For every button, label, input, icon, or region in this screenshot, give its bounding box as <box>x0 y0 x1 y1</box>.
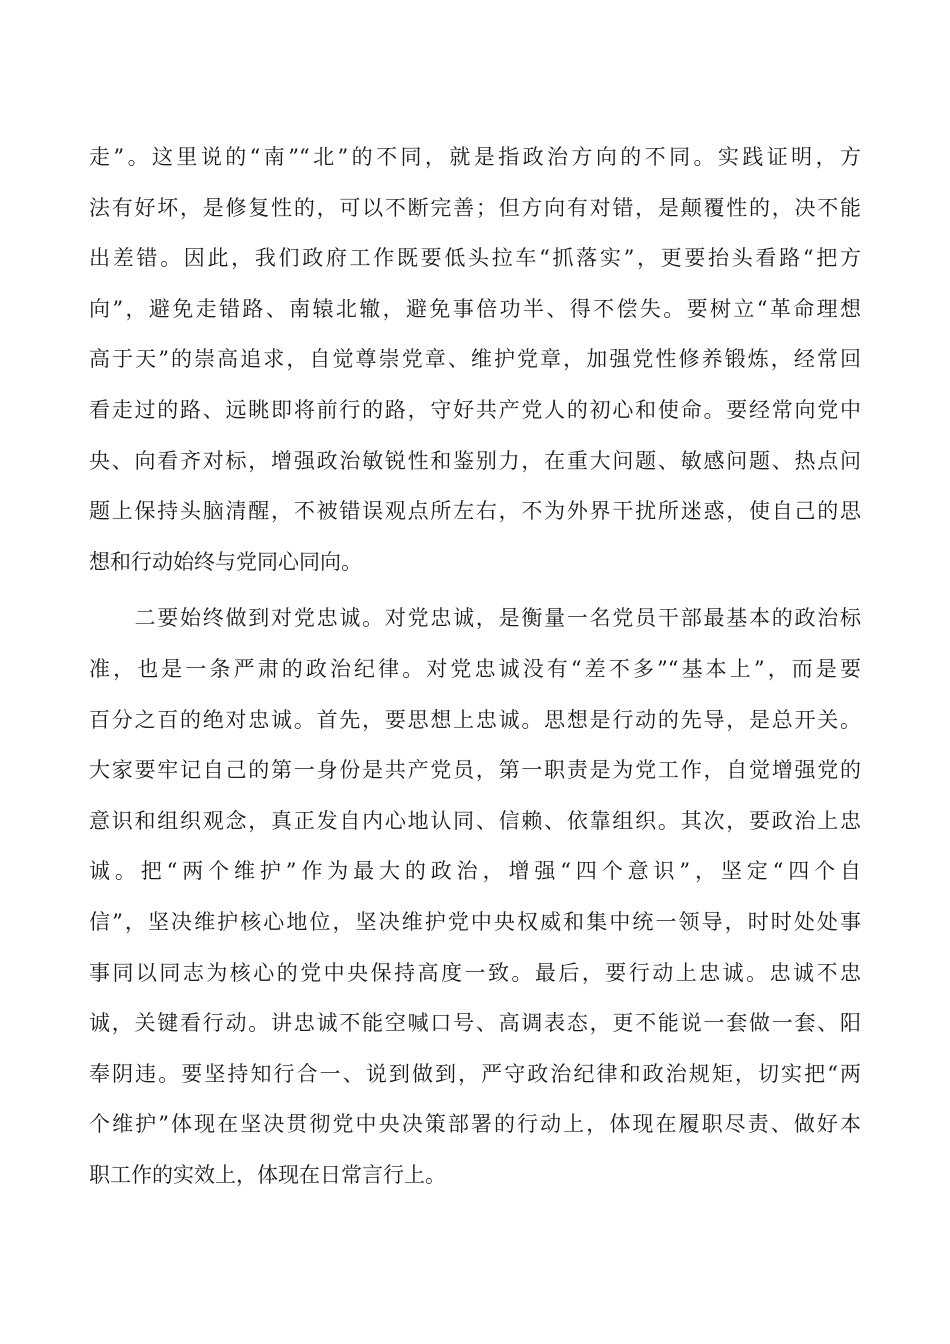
text-line: 法有好坏，是修复性的，可以不断完善；但方向有对错，是颠覆性的，决不能 <box>89 195 861 220</box>
paragraph-2 <box>89 593 861 1200</box>
text-line: 向”，避免走错路、南辕北辙，避免事倍功半、得不偿失。要树立“革命理想 <box>89 296 861 321</box>
document-body <box>89 132 861 1200</box>
text-line: 出差错。因此，我们政府工作既要低头拉车“抓落实”，更要抬头看路“把方 <box>89 246 861 271</box>
text-line: 二要始终做到对党忠诚。对党忠诚，是衡量一名党员干部最基本的政治标 <box>89 606 861 631</box>
text-line: 诚。把“两个维护”作为最大的政治，增强“四个意识”，坚定“四个自 <box>89 859 861 884</box>
text-line: 职工作的实效上，体现在日常言行上。 <box>89 1162 446 1187</box>
text-line: 高于天”的崇高追求，自觉尊崇党章、维护党章，加强党性修养锻炼，经常回 <box>89 347 861 372</box>
text-line: 走”。这里说的“南”“北”的不同，就是指政治方向的不同。实践证明，方 <box>89 145 861 169</box>
text-line: 想和行动始终与党同心同向。 <box>89 549 362 574</box>
text-line: 意识和组织观念，真正发自内心地认同、信赖、依靠组织。其次，要政治上忠 <box>89 808 861 833</box>
text-line: 大家要牢记自己的第一身份是共产党员，第一职责是为党工作，自觉增强党的 <box>89 758 861 783</box>
paragraph-1 <box>89 132 861 587</box>
text-line: 央、向看齐对标，增强政治敏锐性和鉴别力，在重大问题、敏感问题、热点问 <box>89 448 861 473</box>
text-line: 个维护”体现在坚决贯彻党中央决策部署的行动上，体现在履职尽责、做好本 <box>89 1112 861 1137</box>
text-line: 信”，坚决维护核心地位，坚决维护党中央权威和集中统一领导，时时处处事 <box>89 909 861 934</box>
text-line: 百分之百的绝对忠诚。首先，要思想上忠诚。思想是行动的先导，是总开关。 <box>89 707 861 732</box>
text-line: 奉阴违。要坚持知行合一、说到做到，严守政治纪律和政治规矩，切实把“两 <box>89 1061 861 1086</box>
text-line: 事同以同志为核心的党中央保持高度一致。最后，要行动上忠诚。忠诚不忠 <box>89 960 861 985</box>
text-line: 诚，关键看行动。讲忠诚不能空喊口号、高调表态，更不能说一套做一套、阳 <box>89 1011 861 1036</box>
text-line: 准，也是一条严肃的政治纪律。对党忠诚没有“差不多”“基本上”，而是要 <box>89 656 861 681</box>
text-line: 题上保持头脑清醒，不被错误观点所左右，不为外界干扰所迷惑，使自己的思 <box>89 499 861 524</box>
text-line: 看走过的路、远眺即将前行的路，守好共产党人的初心和使命。要经常向党中 <box>89 397 861 422</box>
